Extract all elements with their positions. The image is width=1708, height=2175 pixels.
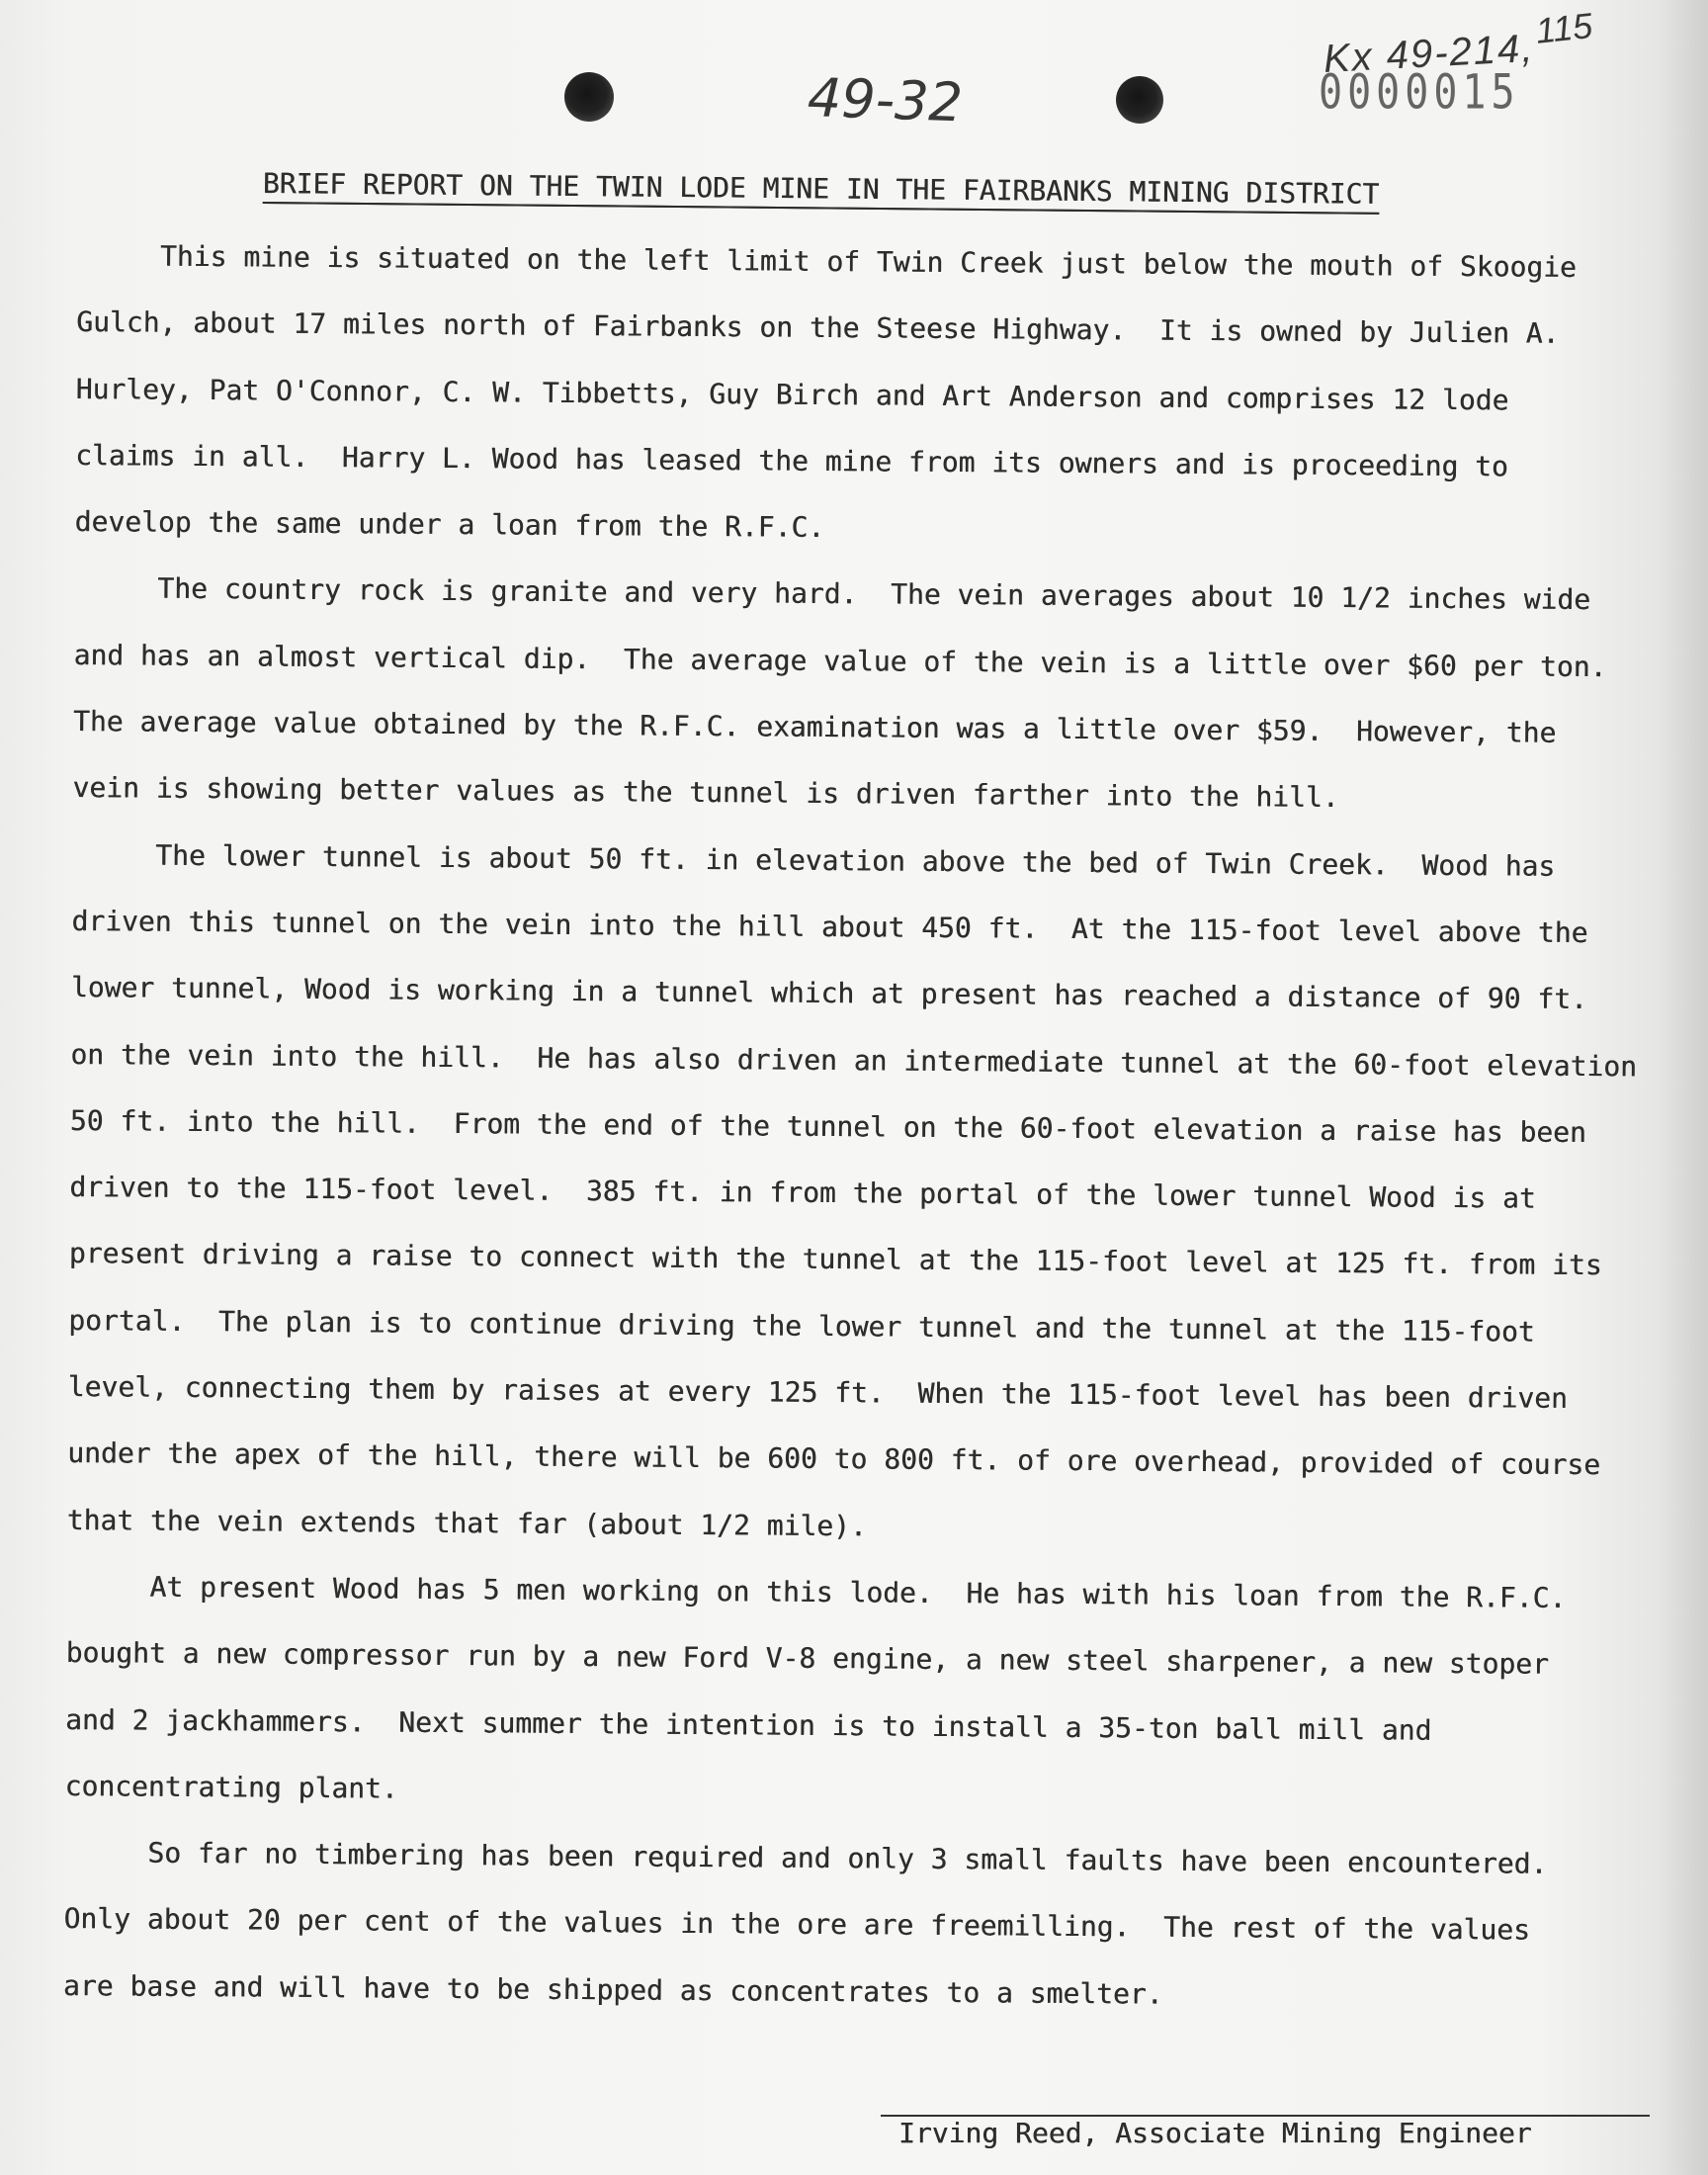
- paragraph-3-line-6: driven to the 115-foot level. 385 ft. in from the portal of the lower tunnel Wood is at: [69, 1171, 1536, 1215]
- paragraph-3-line-5: 50 ft. into the hill. From the end of the tunnel on the 60-foot elevation a raise has been: [69, 1103, 1586, 1149]
- handwritten-file-number: 49-32: [806, 66, 965, 134]
- paragraph-5-line-1: So far no timbering has been required and only 3 small faults have been encountered.: [147, 1836, 1548, 1880]
- paragraph-3-line-8: portal. The plan is to continue driving the lower tunnel and the tunnel at the 115-foot: [68, 1303, 1535, 1348]
- paragraph-2-line-1: The country rock is granite and very hard. The vein averages about 10 1/2 inches wide: [157, 572, 1591, 617]
- handwritten-reference-suffix: 115: [1533, 5, 1595, 51]
- paragraph-4-line-2: bought a new compressor run by a new Ford V-8 engine, a new steel sharpener, a new stoper: [65, 1636, 1550, 1681]
- stamped-page-number: 0000015: [1319, 65, 1520, 121]
- paragraph-4-line-4: concentrating plant.: [64, 1769, 398, 1805]
- paragraph-1-line-1: This mine is situated on the left limit of Twin Creek just below the mouth of Skoogie: [159, 239, 1577, 284]
- paragraph-1-line-2: Gulch, about 17 miles north of Fairbanks on the Steese Highway. It is owned by Julien A.: [76, 305, 1560, 351]
- punch-hole-left: [564, 72, 614, 122]
- report-title: BRIEF REPORT ON THE TWIN LODE MINE IN THE FAIRBANKS MINING DISTRICT: [262, 167, 1380, 211]
- paragraph-4: [64, 1553, 1658, 1832]
- paragraph-4-line-3: and 2 jackhammers. Next summer the intention is to install a 35-ton ball mill and: [64, 1702, 1432, 1747]
- paragraph-3-line-9: level, connecting them by raises at every 125 ft. When the 115-foot level has been driven: [67, 1370, 1569, 1415]
- paragraph-3-line-2: driven this tunnel on the vein into the hill about 450 ft. At the 115-foot level above the: [71, 904, 1588, 949]
- paragraph-3-line-4: on the vein into the hill. He has also driven an intermediate tunnel at the 60-foot elevation: [70, 1037, 1638, 1083]
- punch-hole-right: [1116, 76, 1163, 124]
- paragraph-4-line-1: At present Wood has 5 men working on this lode. He has with his loan from the R.F.C.: [149, 1570, 1567, 1614]
- paragraph-3-line-11: that the vein extends that far (about 1/2 mile).: [66, 1503, 867, 1542]
- paragraph-1-line-3: Hurley, Pat O'Connor, C. W. Tibbetts, Guy Birch and Art Anderson and comprises 12 lode: [75, 372, 1509, 416]
- paragraph-2-line-4: vein is showing better values as the tunnel is driven farther into the hill.: [72, 771, 1339, 815]
- paragraph-1-line-5: develop the same under a loan from the R.F.C.: [74, 505, 825, 545]
- paragraph-1-line-4: claims in all. Harry L. Wood has leased the mine from its owners and is proceeding to: [75, 438, 1508, 483]
- paragraph-5-line-3: are base and will have to be shipped as concentrates to a smelter.: [62, 1968, 1163, 2011]
- report-body: [63, 222, 1668, 2032]
- paragraph-3-line-1: The lower tunnel is about 50 ft. in elevation above the bed of Twin Creek. Wood has: [155, 838, 1556, 883]
- paragraph-3: [66, 822, 1664, 1566]
- paragraph-1: [74, 222, 1668, 567]
- paragraph-2-line-2: and has an almost vertical dip. The average value of the vein is a little over $60 per ton.: [73, 638, 1607, 683]
- handwritten-reference: Kx 49-214,: [1322, 26, 1536, 81]
- paragraph-5: [63, 1819, 1657, 2032]
- paragraph-5-line-2: Only about 20 per cent of the values in the ore are freemilling. The rest of the values: [63, 1902, 1531, 1948]
- paragraph-3-line-7: present driving a raise to connect with the tunnel at the 115-foot level at 125 ft. from its: [68, 1237, 1602, 1282]
- paragraph-2-line-3: The average value obtained by the R.F.C. examination was a little over $59. However, the: [72, 705, 1557, 749]
- paragraph-2: [72, 555, 1665, 833]
- paragraph-3-line-3: lower tunnel, Wood is working in a tunnel which at present has reached a distance of 90 ft.: [70, 971, 1588, 1016]
- signature-line: Irving Reed, Associate Mining Engineer: [898, 2117, 1532, 2149]
- paragraph-3-line-10: under the apex of the hill, there will be 600 to 800 ft. of ore overhead, provided of course: [67, 1436, 1601, 1482]
